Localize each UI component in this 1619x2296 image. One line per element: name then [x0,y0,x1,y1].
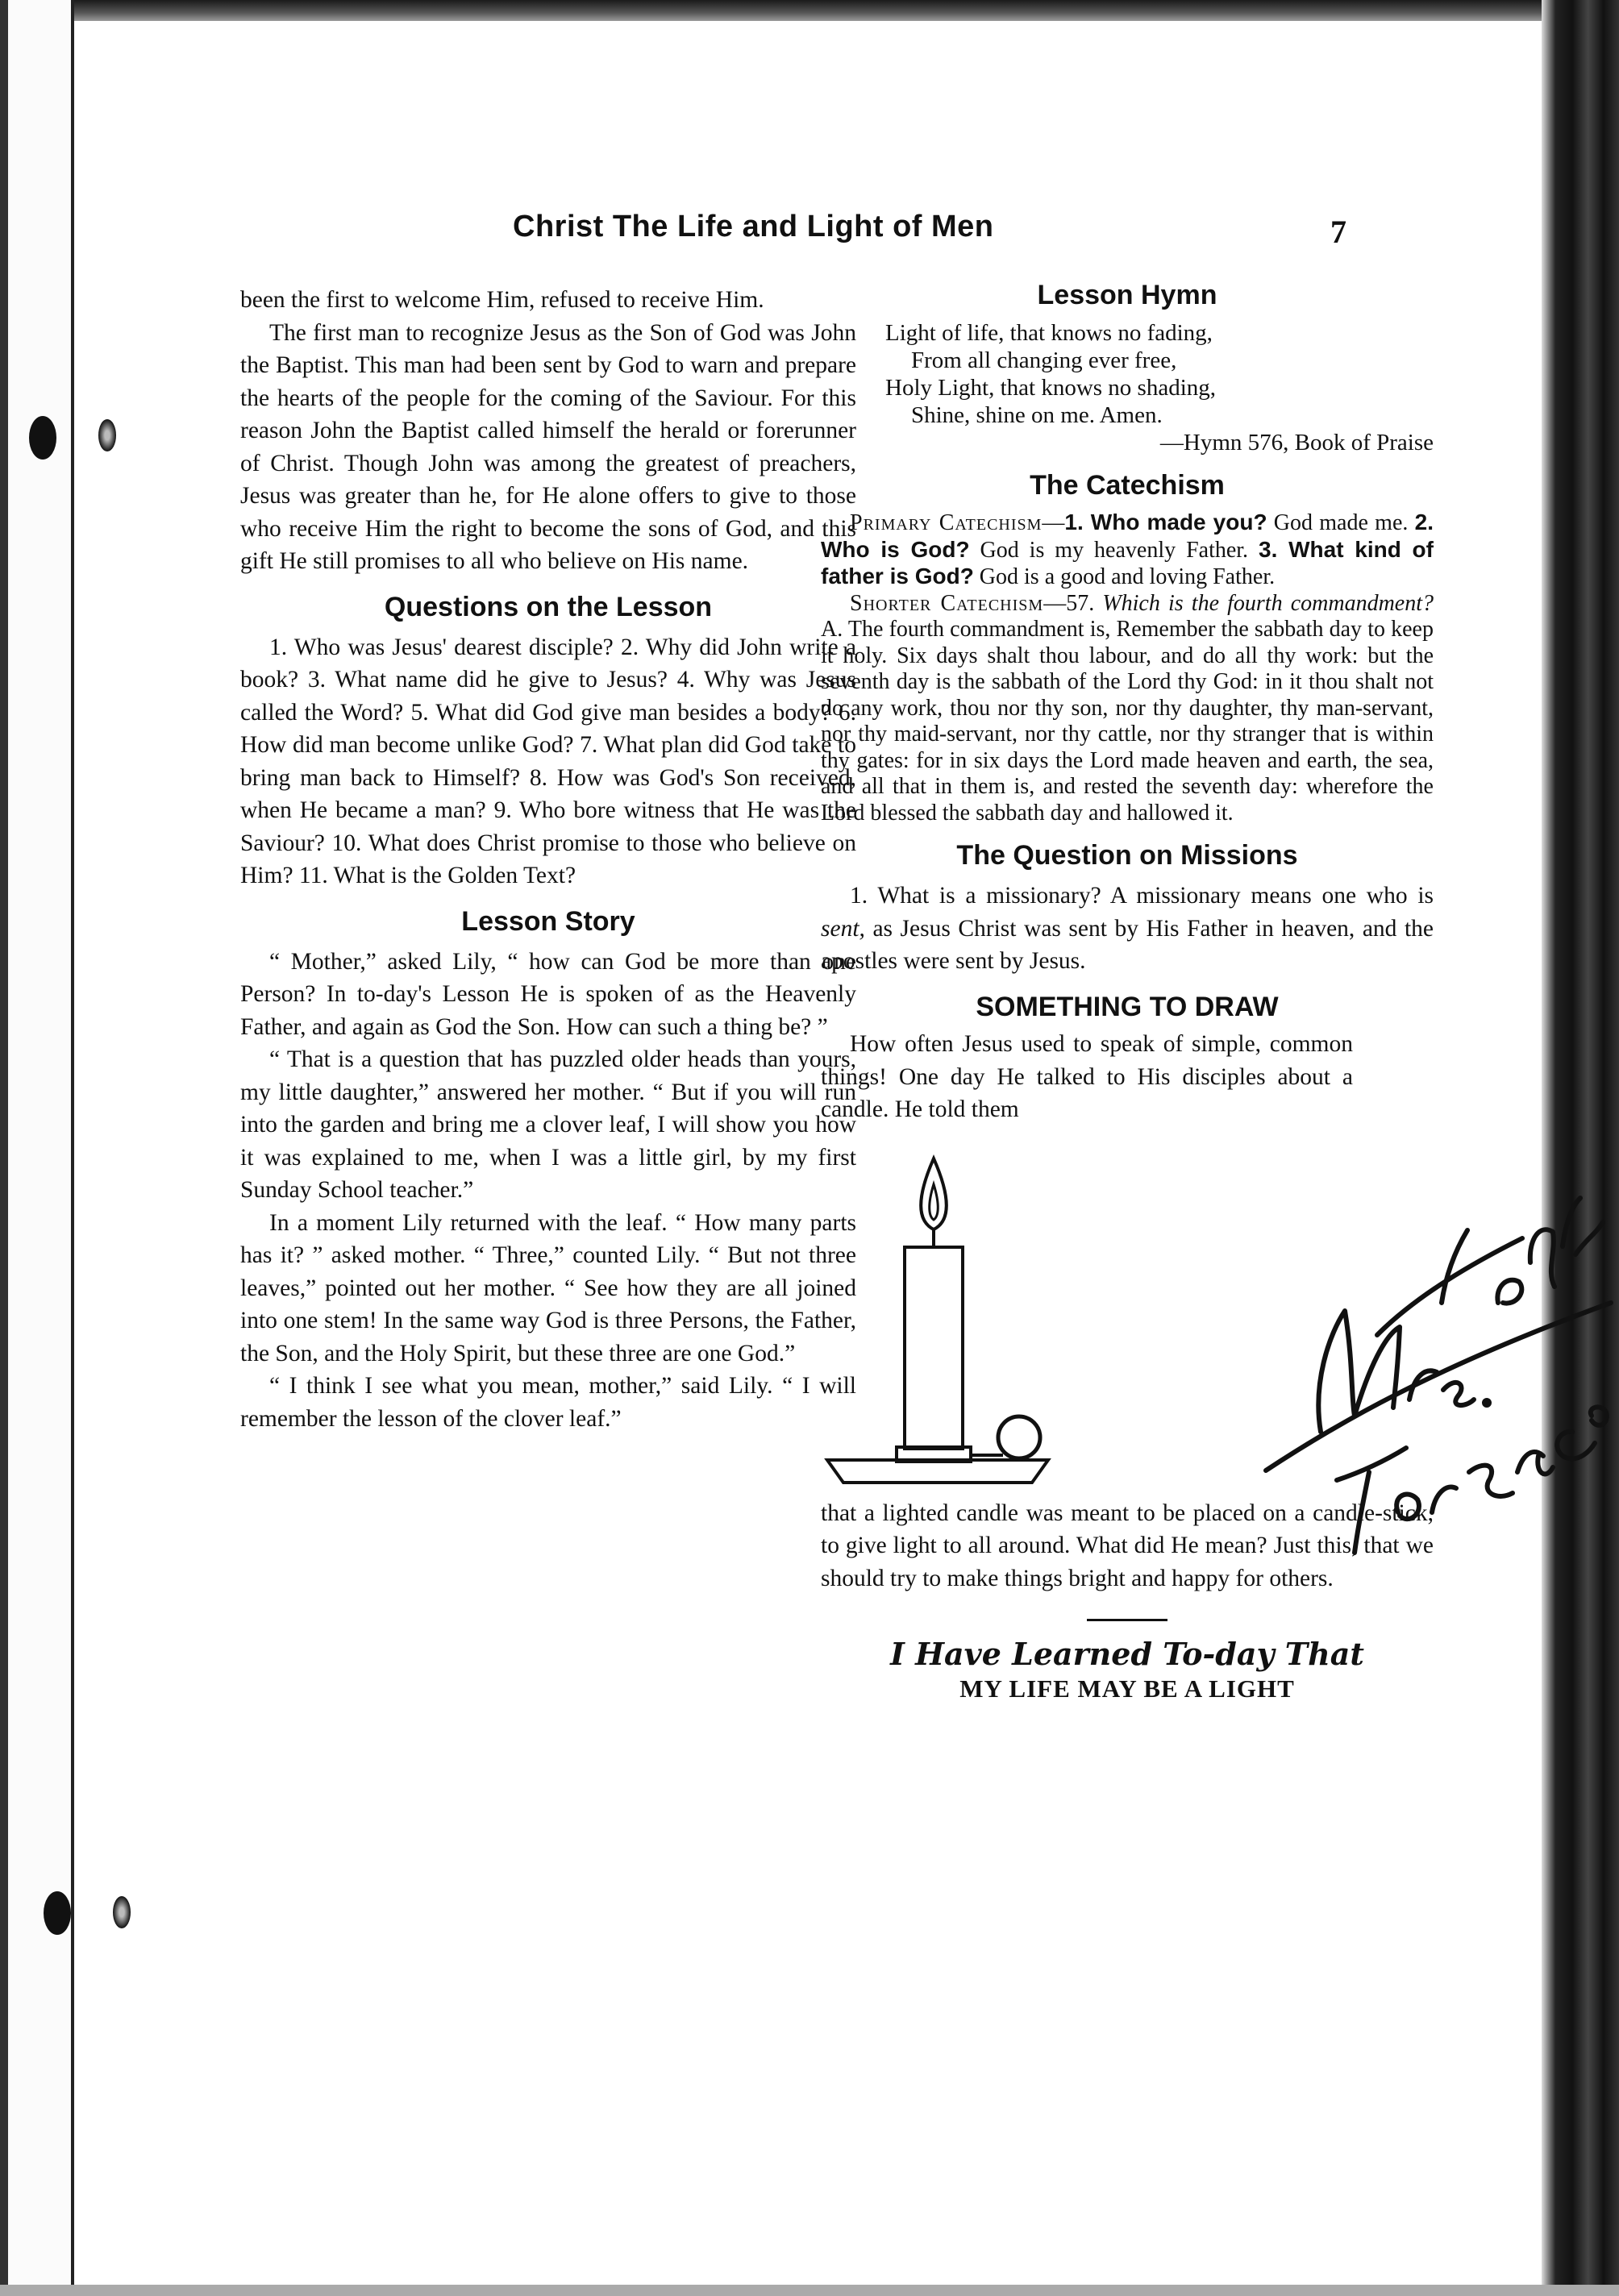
hymn-source: —Hymn 576, Book of Praise [1159,430,1434,455]
primary-catechism-label: Primary Catechism [850,510,1043,535]
hymn-line: Holy Light, that knows no shading, [885,375,1217,401]
missions-text-end: as Jesus Christ was sent by His Father in heaven, and the apostles were sent by Jesus. [821,915,1434,974]
story-heading: Lesson Story [461,905,635,937]
hymn-line: From all changing ever free, [911,347,1177,373]
document-page [71,21,1542,2285]
catechism-heading: The Catechism [1030,470,1225,501]
catechism-question: 1. Who made you? [1064,510,1267,534]
section-rule [1087,1619,1167,1621]
hymn-verse [821,319,1434,456]
draw-intro: How often Jesus used to speak of simple, common things! One day He talked to His disciples about a candle. He told them [821,1031,1353,1122]
catechism-question: 3. What kind of father is God? [821,536,1434,589]
shorter-catechism-label: Shorter Catechism [850,590,1044,616]
draw-heading: SOMETHING TO DRAW [976,991,1279,1022]
questions-text: 1. Who was Jesus' dearest disciple? 2. Why did John write a book? 3. What name did he give to Jesus? 4. Why was Jesus called the Word? 5. What did God give man besides a body? 6. How did man become unlike God? 7. What plan did God take to bring man back to Himself? 8. How was God's Son received, when He became a man? 9. Who bore witness that He was the Saviour? 10. What does Christ promise to those who believe on Him? 11. What is the Golden Text? [240,634,856,888]
left-column [240,284,856,1435]
scan-left-margin [0,0,74,2296]
shorter-catechism [821,591,1434,827]
intro-paragraph-2: The first man to recognize Jesus as the Son of God was John the Baptist. This man had been sent by God to warn and prepare the hearts of the people for the coming of the Saviour. For this reason John the Baptist called himself the herald or forerunner of Christ. Though John was among the greatest of preachers, Jesus was greater than he, for He alone offers to give to those who receive Him the right to become the sons of God, and this gift He still promises to all who believe on His name. [240,319,856,574]
binder-hole-upper [29,416,56,460]
catechism-answer: God is a good and loving Father. [973,564,1276,589]
learned-line: MY LIFE MAY BE A LIGHT [959,1674,1295,1703]
hymn-heading: Lesson Hymn [1037,280,1217,310]
scan-top-edge [0,0,1619,21]
hymn-line: Light of life, that knows no fading, [885,320,1213,346]
shorter-catechism-number: —57. [1043,590,1103,616]
story-paragraph-3: In a moment Lily returned with the leaf. “ How many parts has it? ” asked mother. “ Three,” counted Lily. “ But not three leaves,” pointed out her mother. “ See how they are all joined into one stem! In the same way God is three Persons, the Father, the Son, and the Holy Spirit, but these three are one God.” [240,1209,856,1366]
story-paragraph-4: “ I think I see what you mean, mother,” said Lily. “ I will remember the lesson of the clover leaf.” [240,1373,856,1432]
story-paragraph-1: “ Mother,” asked Lily, “ how can God be more than one Person? In to-day's Lesson He is spoken of as the Heavenly Father, and again as God the Son. How can such a thing be? ” [240,948,856,1040]
page-number: 7 [1330,214,1346,250]
missions-text-start: 1. What is a missionary? A missionary means one who is [850,883,1434,909]
shorter-catechism-answer: A. The fourth commandment is, Remember the sabbath day to keep it holy. Six days shalt thou labour, and do all thy work: but the seventh day is the sabbath of the Lord thy God: in it thou shalt not do any work, thou nor thy son, nor thy daughter, thy man-servant, nor thy maid-servant, nor thy cattle, nor thy stranger that is within thy gates: for in six days the Lord made heaven and earth, the sea, and all that in them is, and rested the seventh day: wherefore the Lord blessed the sabbath day and hallowed it. [821,617,1434,826]
handwritten-signature-icon [1256,1174,1619,1593]
story-paragraph-2: “ That is a question that has puzzled older heads than yours, my little daughter,” answered her mother. “ But if you will run into the garden and bring me a clover leaf, I will show you how it was explained to me, when I was a little girl, by my first Sunday School teacher.” [240,1046,856,1203]
catechism-answer: God made me. [1267,510,1415,535]
hymn-line: Shine, shine on me. Amen. [911,402,1163,428]
shorter-catechism-question: Which is the fourth commandment? [1102,590,1434,616]
candle-illustration-icon [821,1134,1095,1489]
running-title: Christ The Life and Light of Men [513,210,994,243]
binder-hole-lower [44,1891,71,1935]
intro-paragraph-1: been the first to welcome Him, refused to receive Him. [240,287,764,313]
primary-catechism: Primary Catechism—1. Who made you? God made me. 2. Who is God? God is my heavenly Father. 3. What kind of father is God? God is a good and loving Father. [821,510,1434,589]
learned-heading: I Have Learned To-day That [890,1636,1364,1672]
catechism-question: 2. Who is God? [821,510,1434,562]
missions-text [821,880,1434,978]
missions-text-italic: sent, [821,915,865,942]
missions-heading: The Question on Missions [956,840,1298,871]
draw-conclusion: that a lighted candle was meant to be placed on a candle-stick, to give light to all around. What did He mean? Just this, that we should try to make things bright and happy for others. [821,1499,1434,1591]
catechism-answer: God is my heavenly Father. [969,537,1259,563]
scan-right-edge [1542,0,1619,2296]
scan-bottom-edge [0,2285,1619,2296]
questions-heading: Questions on the Lesson [384,591,713,622]
